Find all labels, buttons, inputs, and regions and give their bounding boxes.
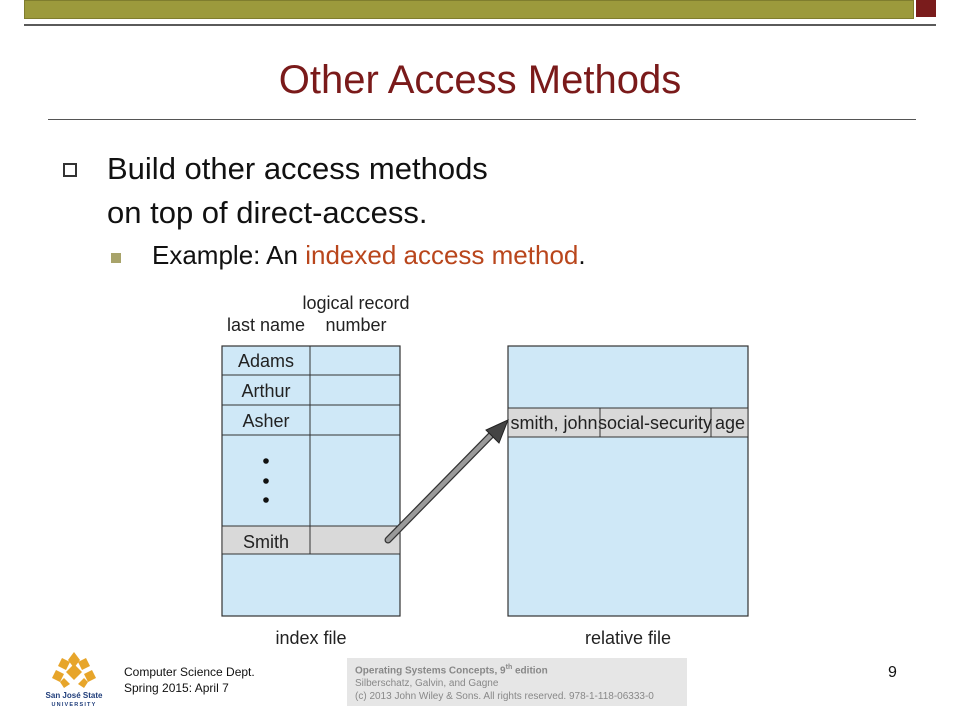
indexed-access-diagram	[210, 290, 755, 645]
footer-dept-line2: Spring 2015: April 7	[124, 681, 229, 695]
record-field: smith, john	[510, 413, 598, 433]
ellipsis-dot	[263, 478, 269, 484]
record-field: age	[714, 413, 746, 433]
page-number: 9	[888, 664, 897, 681]
bullet-sub	[152, 240, 586, 271]
index-entry: Arthur	[241, 381, 291, 401]
bullet-sub-highlight: indexed access method	[305, 240, 579, 270]
logo-text-line2: UNIVERSITY	[51, 702, 97, 708]
footer-book-credit	[347, 658, 687, 706]
bullet-main-line1: Build other access methods	[107, 151, 488, 186]
top-decor-cap	[916, 0, 936, 17]
pointer-arrow-shaft	[388, 428, 498, 540]
title-divider	[48, 119, 916, 120]
relative-file-label: relative file	[584, 628, 672, 645]
bullet-main	[107, 147, 707, 235]
ellipsis-dot	[263, 458, 269, 464]
index-file-label: index file	[275, 628, 347, 645]
footer-dept-line1: Computer Science Dept.	[124, 665, 255, 679]
book-title: Operating Systems Concepts, 9th edition	[355, 664, 548, 677]
book-authors: Silberschatz, Galvin, and Gagne	[355, 678, 499, 690]
header-record-line1: logical record	[302, 293, 410, 313]
top-decor-line	[24, 24, 936, 26]
record-field: social-security	[597, 413, 713, 433]
ellipsis-dot	[263, 497, 269, 503]
bullet-main-line2: on top of direct-access.	[107, 195, 428, 230]
book-copyright: (c) 2013 John Wiley & Sons. All rights reserved. 978-1-118-06333-0	[355, 691, 654, 703]
bullet-sub-suffix: .	[578, 240, 586, 270]
index-entry: Asher	[242, 411, 290, 431]
top-decor-bar	[24, 0, 914, 19]
index-entry: Smith	[242, 532, 290, 552]
sjsu-logo-icon	[44, 650, 104, 708]
filled-square-bullet-icon	[111, 253, 121, 263]
logo-text-line1: San José State	[45, 691, 103, 700]
header-record-line2: number	[325, 315, 387, 335]
header-last-name: last name	[226, 315, 306, 335]
relative-file-box	[508, 346, 748, 616]
slide-title: Other Access Methods	[278, 58, 682, 102]
bullet-sub-prefix: Example: An	[152, 240, 306, 270]
footer-dept	[124, 664, 255, 696]
hollow-square-bullet-icon	[63, 163, 77, 177]
index-entry: Adams	[237, 351, 295, 371]
